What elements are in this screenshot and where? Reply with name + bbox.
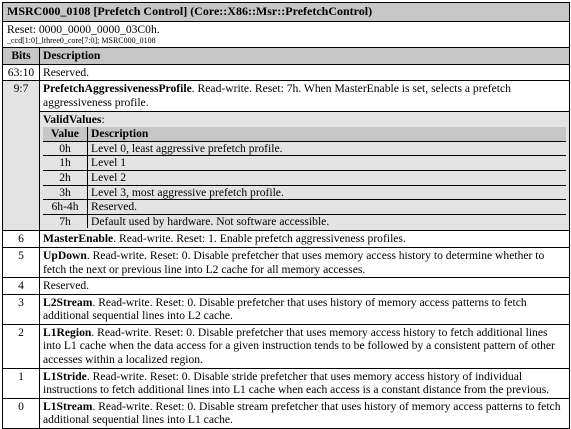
value-code: 0h [43,141,88,156]
valid-values-table [43,127,566,228]
valid-value-row [43,214,566,228]
field-text: Reserved. [43,279,90,293]
valid-values-title [43,113,566,128]
field-text: . Read-write. Reset: 0. Disable prefetcher that uses memory access history to determine whether to fetch the next or previous line into L2 cache for all memory accesses. [43,248,545,276]
field-name: PrefetchAggressivenessProfile [43,82,192,96]
table-row [3,294,569,324]
field-description [40,231,570,248]
field-text: Reserved. [43,65,90,79]
field-name: MasterEnable [43,232,114,246]
table-row [3,368,569,398]
valid-values-label: ValidValues [43,112,102,126]
value-description: Level 1 [88,156,567,171]
value-code: 6h-4h [43,200,88,215]
value-description-header: Description [88,127,567,141]
value-description: Default used by hardware. Not software accessible. [88,214,567,228]
field-text: . Read-write. Reset: 1. Enable prefetch aggressiveness profiles. [113,232,406,246]
field-description [40,368,570,398]
field-text: . Read-write. Reset: 0. Disable stride prefetcher that uses memory access history of individual instructions to fetch additional lines into L1 cache when each access is a constant distance from the previous. [43,369,550,397]
bit-table-header [3,48,569,64]
value-code: 3h [43,185,88,200]
register-title: MSRC000_0108 [Prefetch Control] (Core::X86::Msr::PrefetchControl) [3,3,569,22]
valid-values-header [43,127,566,141]
table-row [3,247,569,277]
bit-field-table [3,48,569,428]
description-header: Description [40,48,570,64]
value-description: Reserved. [88,200,567,215]
table-row [3,81,569,111]
value-code: 2h [43,170,88,185]
table-row [3,64,569,81]
bit-range: 0 [3,398,40,428]
value-description: Level 0, least aggressive prefetch profile. [88,141,567,156]
bit-range: 1 [3,368,40,398]
register-reset: Reset: 0000_0000_0000_03C0h. [7,22,160,36]
valid-value-row [43,156,566,171]
valid-value-row [43,170,566,185]
valid-values-colon: : [101,112,105,126]
bit-range: 3 [3,294,40,324]
field-text: . Read-write. Reset: 7h. When MasterEnable is set, selects a prefetch aggressiveness profile. [43,82,511,109]
value-code: 7h [43,214,88,228]
field-description [40,81,570,111]
table-row [3,111,569,231]
valid-value-row [43,141,566,156]
table-row [3,324,569,368]
field-description [40,278,570,295]
valid-value-row [43,200,566,215]
field-description [40,324,570,368]
field-name: L2Stream [43,295,93,309]
field-description [40,294,570,324]
valid-values-cell [40,111,570,231]
value-header: Value [43,127,88,141]
value-description: Level 3, most aggressive prefetch profile. [88,185,567,200]
value-code: 1h [43,156,88,171]
field-name: L1Region [43,325,92,339]
bit-range: 63:10 [3,64,40,81]
register-block [2,2,570,429]
table-row [3,278,569,295]
field-text: . Read-write. Reset: 0. Disable prefetcher that uses history of memory access patterns to fetch additional sequential lines into L2 cache. [43,295,527,323]
bit-range: 5 [3,247,40,277]
bit-range: 4 [3,278,40,295]
field-description [40,247,570,277]
field-description [40,64,570,81]
bits-header: Bits [3,48,40,64]
table-row [3,231,569,248]
register-alias: _ccd[1:0]_lthree0_core[7:0]; MSRC000_0108 [3,36,569,48]
field-text: . Read-write. Reset: 0. Disable stream prefetcher that uses history of memory access patterns to fetch additional sequential lines into L1 cache. [43,399,561,427]
bit-range: 6 [3,231,40,248]
field-name: L1Stream [43,399,93,413]
field-text: . Read-write. Reset: 0. Disable prefetcher that uses memory access history to fetch additional lines into L1 cache when the data access for a given instruction tends to be followed by a consistent pattern of other accesses within a localized region. [43,325,555,367]
bit-range: 9:7 [3,81,40,231]
value-description: Level 2 [88,170,567,185]
field-name: UpDown [43,248,87,262]
valid-value-row [43,185,566,200]
field-name: L1Stride [43,369,87,383]
bit-range: 2 [3,324,40,368]
